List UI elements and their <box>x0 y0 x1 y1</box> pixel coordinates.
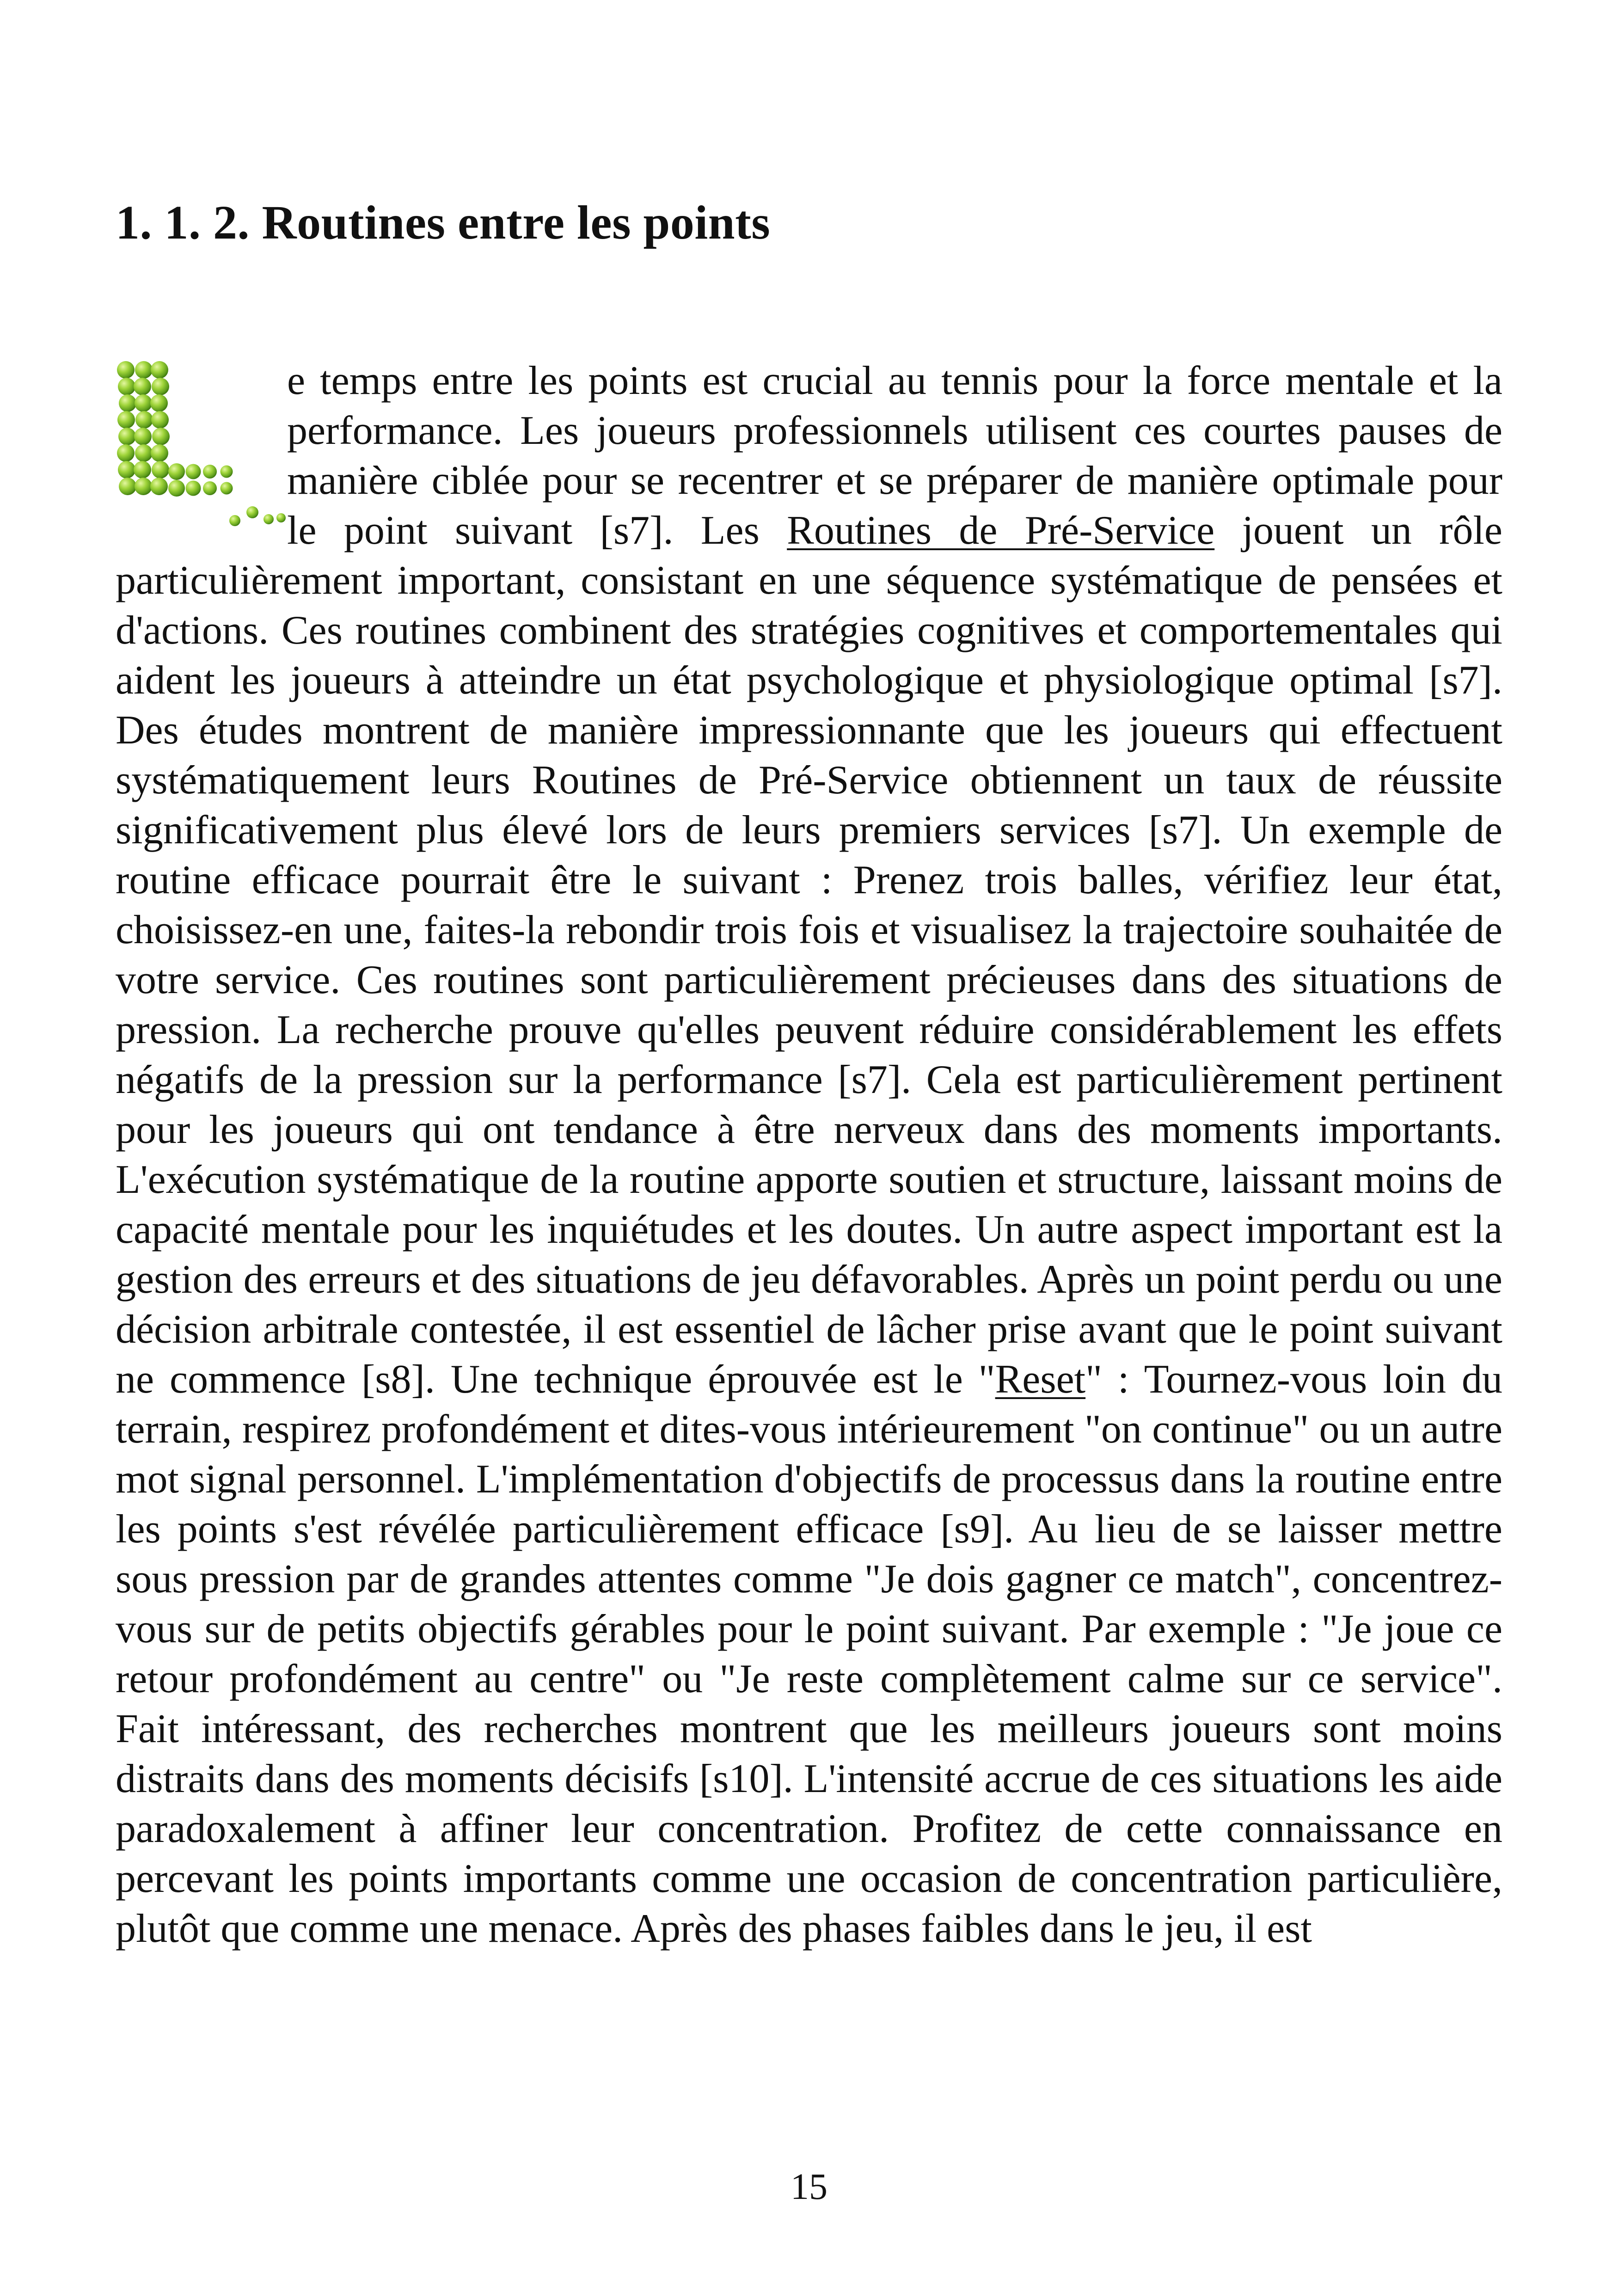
tennis-ball-icon <box>152 378 169 395</box>
tennis-ball-icon <box>152 461 169 479</box>
tennis-ball-icon <box>221 482 233 495</box>
article-body <box>116 356 1502 1954</box>
tennis-ball-icon <box>135 411 153 429</box>
tennis-ball-icon <box>119 478 136 495</box>
tennis-ball-icon <box>135 478 152 495</box>
tennis-ball-icon <box>118 428 136 445</box>
tennis-ball-icon <box>119 394 136 412</box>
tennis-ball-icon <box>276 513 286 522</box>
tennis-ball-icon <box>118 461 135 479</box>
tennis-ball-icon <box>134 378 151 395</box>
tennis-ball-icon <box>186 464 201 479</box>
page-number: 15 <box>791 2167 827 2207</box>
tennis-ball-icon <box>203 465 217 479</box>
pre-service-routines-link[interactable]: Routines de Pré-Service <box>787 508 1215 553</box>
section-heading: 1. 1. 2. Routines entre les points <box>116 196 771 249</box>
tennis-ball-icon <box>221 466 233 478</box>
tennis-ball-icon <box>186 481 201 496</box>
tennis-ball-icon <box>135 361 153 379</box>
tennis-ball-icon <box>151 361 168 379</box>
tennis-ball-icon <box>135 394 152 412</box>
tennis-ball-icon <box>246 506 258 518</box>
tennis-ball-icon <box>134 461 151 479</box>
tennis-ball-letter-icon <box>114 360 287 535</box>
tennis-ball-icon <box>118 378 135 395</box>
tennis-ball-icon <box>135 444 153 462</box>
tennis-ball-icon <box>203 481 217 495</box>
tennis-ball-icon <box>152 428 170 445</box>
tennis-ball-icon <box>151 411 169 429</box>
tennis-ball-icon <box>117 361 135 379</box>
reset-link[interactable]: Reset <box>995 1357 1086 1402</box>
tennis-ball-icon <box>168 480 185 497</box>
paragraph-text: " : Tournez-vous loin du terrain, respirez profondément et dites-vous intérieurement "on continue" ou un autre mot signal personnel. L'implémentation d'objectifs de processus dans la routine entre les points s'est révélée particulièrement efficace [s9]. Au lieu de se laisser mettre sous pression par de grandes attentes comme "Je dois gagner ce match", concentrez-vous sur de petits objectifs gérables pour le point suivant. Par exemple : "Je joue ce retour profondément au centre" ou "Je reste complètement calme sur ce service". Fait intéressant, des recherches montrent que les meilleurs joueurs sont moins distraits dans des moments décisifs [s10]. L'intensité accrue de ces situations les aide paradoxalement à affiner leur concentration. Profitez de cette connaissance en percevant les points importants comme une occasion de concentration particulière, plutôt que comme une menace. Après des phases faibles dans le jeu, il est <box>116 1357 1502 1951</box>
tennis-ball-icon <box>151 444 168 462</box>
tennis-ball-icon <box>117 411 135 429</box>
paragraph-text: e temps entre les points est crucial au tennis pour la force mentale et la performance. Les joueurs professionnels utilisent ces courtes pauses de manière ciblée pour se recentrer et se préparer de manière optimale pour le point suivant [s7]. Les <box>287 358 1502 553</box>
tennis-ball-icon <box>134 428 152 445</box>
tennis-ball-icon <box>229 515 240 526</box>
tennis-ball-icon <box>168 463 185 480</box>
paragraph-text: jouent un rôle particulièrement important, consistant en une séquence systématique de pensées et d'actions. Ces routines combinent des stratégies cognitives et comportementales qui aident les joueurs à atteindre un état psychologique et physiologique optimal [s7]. Des études montrent de manière impressionnante que les joueurs qui effectuent systématiquement leurs Routines de Pré-Service obtiennent un taux de réussite significativement plus élevé lors de leurs premiers services [s7]. Un exemple de routine efficace pourrait être le suivant : Prenez trois balles, vérifiez leur état, choisissez-en une, faites-la rebondir trois fois et visualisez la trajectoire souhaitée de votre service. Ces routines sont particulièrement précieuses dans des situations de pression. La recherche prouve qu'elles peuvent réduire considérablement les effets négatifs de la pression sur la performance [s7]. Cela est particulièrement pertinent pour les joueurs qui ont tendance à être nerveux dans des moments importants. L'exécution systématique de la routine apporte soutien et structure, laissant moins de capacité mentale pour les inquiétudes et les doutes. Un autre aspect important est la gestion des erreurs et des situations de jeu défavorables. Après un point perdu ou une décision arbitrale contestée, il est essentiel de lâcher prise avant que le point suivant ne commence [s8]. Une technique éprouvée est le " <box>116 508 1502 1402</box>
tennis-ball-icon <box>150 478 168 495</box>
tennis-ball-icon <box>117 444 135 462</box>
tennis-ball-icon <box>150 394 168 412</box>
tennis-ball-icon <box>264 514 274 524</box>
